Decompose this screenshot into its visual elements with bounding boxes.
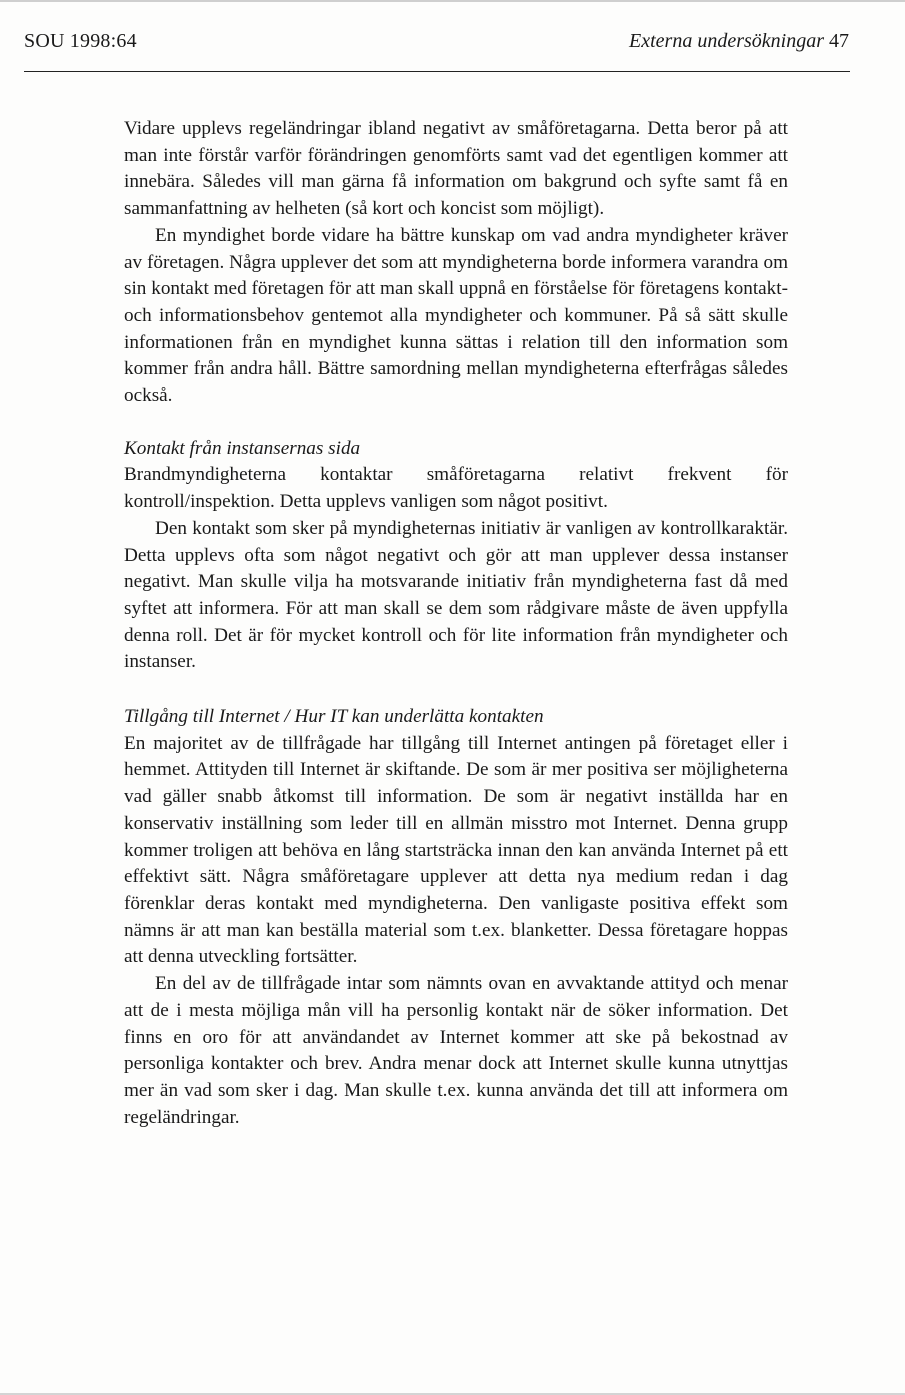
section-gap	[124, 676, 788, 704]
section-gap	[124, 410, 788, 436]
section-heading: Kontakt från instansernas sida	[124, 437, 361, 459]
paragraph: Vidare upplevs regeländringar ibland negativt av småföretagarna. Detta beror på att man inte förstår varför förändringen genomförts samt vad det egentligen kommer att innebära. Således vill man gärna få information om bakgrund och syfte samt få en sammanfattning av helheten (så kort och koncist som möjligt).	[124, 118, 788, 220]
running-header	[24, 30, 849, 64]
chapter-title: Externa undersökningar	[629, 30, 824, 52]
page-number: 47	[829, 30, 849, 52]
paragraph: En del av de tillfrågade intar som nämnts ovan en avvaktande attityd och menar att de i mesta möjliga mån vill ha personlig kontakt när de söker information. Det finns en oro för att användandet av Internet kommer att ske på bekostnad av personliga kontakter och brev. Andra menar dock att Internet skulle kunna utnyttjas mer än vad som sker i dag. Man skulle t.ex. kunna använda det till att informera om regeländringar.	[124, 973, 788, 1128]
paragraph: En majoritet av de tillfrågade har tillgång till Internet antingen på företaget eller i hemmet. Attityden till Internet är skiftande. De som är mer positiva ser möjligheterna vad gäller snabb åtkomst till information. De som är negativt inställda har en konservativ inställning som leder till en allmän misstro mot Internet. Denna grupp kommer troligen att behöva en lång startsträcka innan den kan använda Internet på ett effektivt sätt. Några småföretagare upplever att detta nya medium redan i dag förenklar deras kontakt med myndigheterna. Den vanligaste positiva effekt som nämns är att man kan beställa material som t.ex. blanketter. Dessa företagare hoppas att denna utveckling fortsätter.	[124, 732, 788, 968]
series-number: SOU 1998:64	[24, 30, 137, 52]
paragraph: Brandmyndigheterna kontaktar småföretagarna relativt frekvent för kontroll/inspektion. Detta upplevs vanligen som något positivt.	[124, 464, 788, 513]
paragraph: Den kontakt som sker på myndigheternas initiativ är vanligen av kontrollkaraktär. Detta upplevs ofta som något negativt och gör att man upplever dessa instanser negativt. Man skulle vilja ha motsvarande initiativ från myndigheterna fast då med syftet att informera. För att man skall se dem som rådgivare måste de även uppfylla denna roll. Det är för mycket kontroll och för lite information från myndigheter och instanser.	[124, 517, 788, 673]
paragraph: En myndighet borde vidare ha bättre kunskap om vad andra myndigheter kräver av företagen. Några upplever det som att myndigheterna borde informera varandra om sin kontakt med företagen för att man skall uppnå en förståelse för företagens kontakt- och informationsbehov gentemot alla myndigheter och kommuner. På så sätt skulle informationen från en myndighet kunna sättas i relation till den information som kommer från andra håll. Bättre samordning mellan myndigheterna efterfrågas således också.	[124, 224, 788, 407]
section-heading: Tillgång till Internet / Hur IT kan underlätta kontakten	[124, 706, 544, 728]
header-rule	[24, 71, 850, 72]
page-top-edge	[0, 0, 905, 2]
chapter-header	[629, 30, 849, 53]
body-text	[124, 116, 788, 1131]
